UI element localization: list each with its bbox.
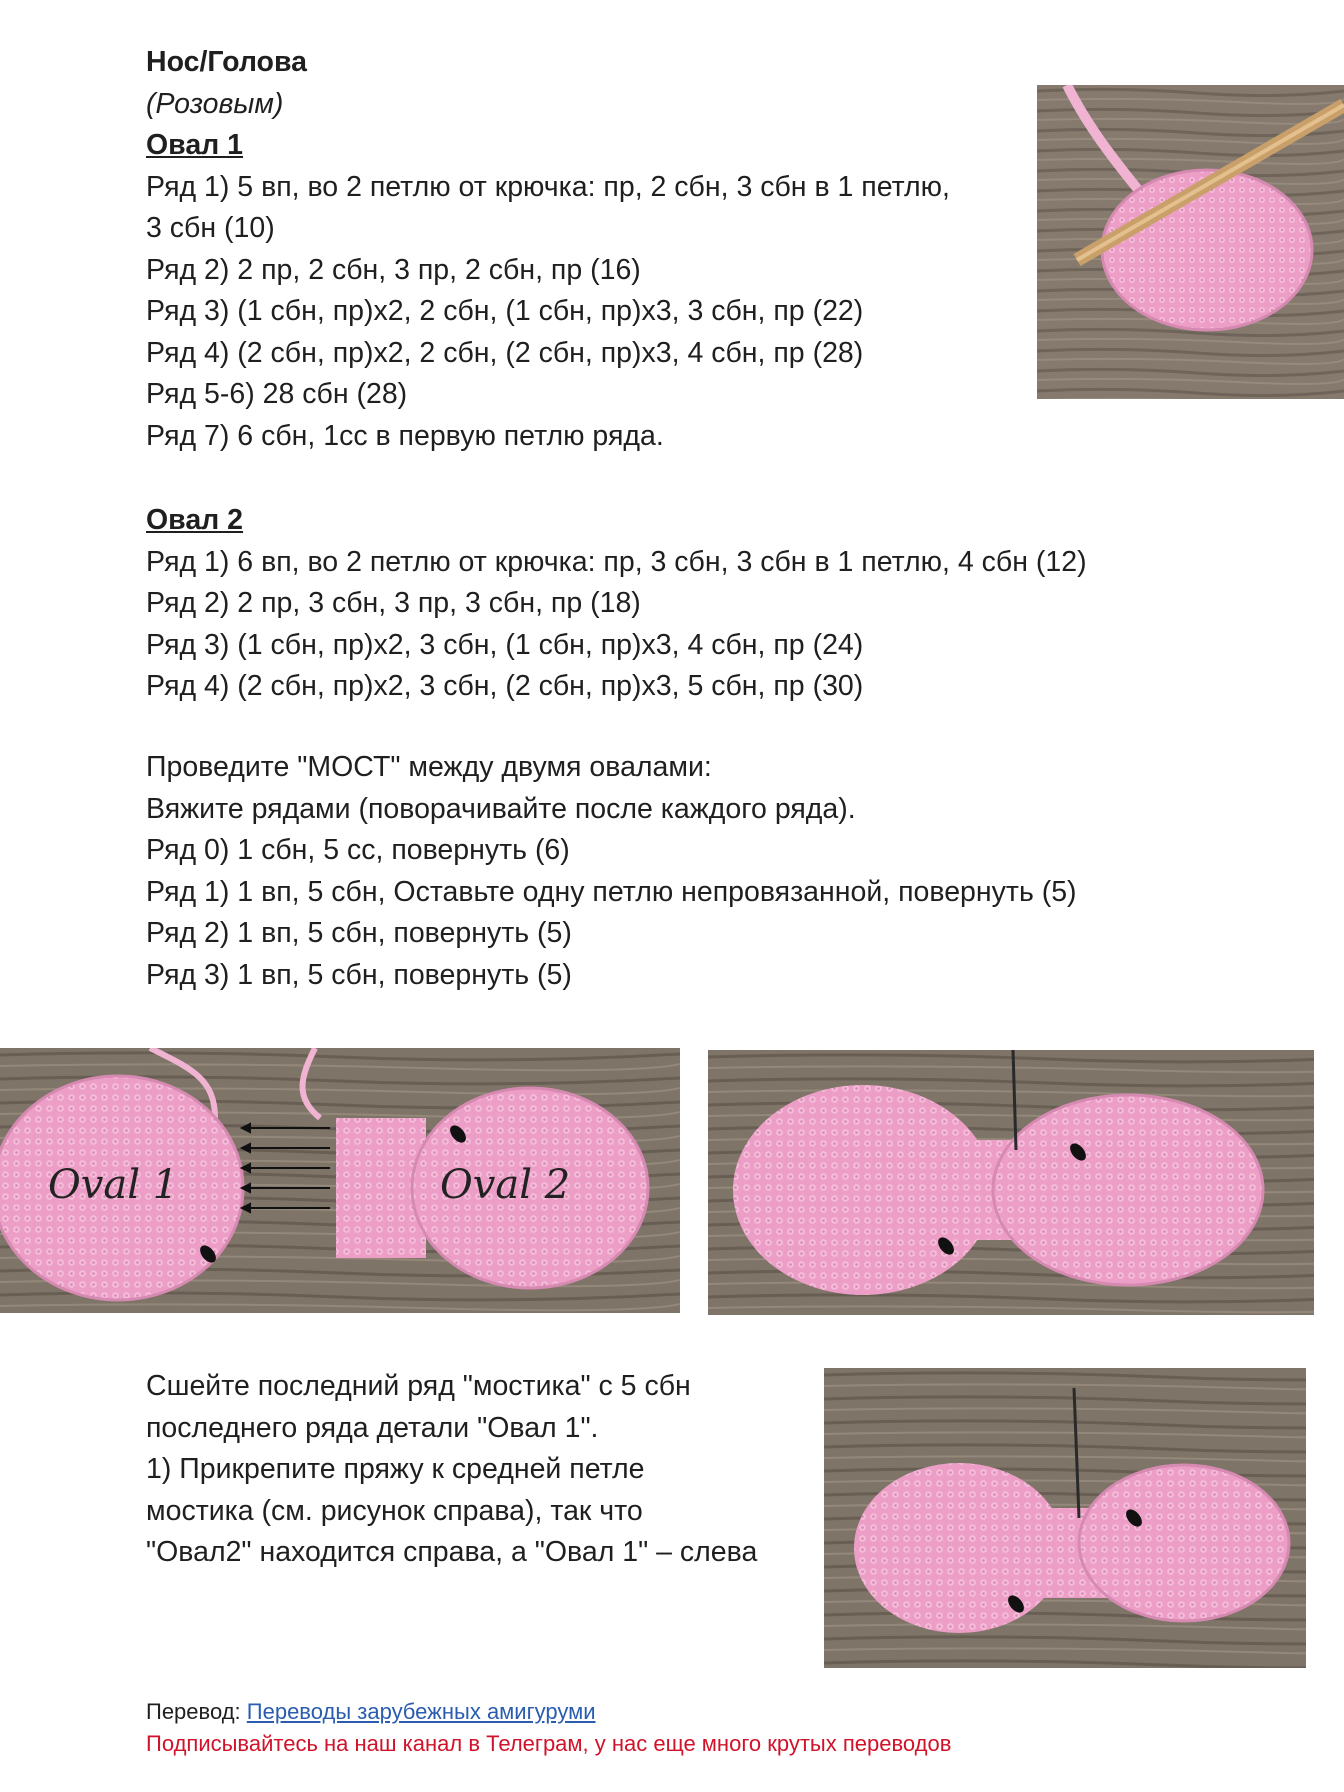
oval1-title: Овал 1: [146, 129, 244, 161]
bridge-row: Ряд 3) 1 вп, 5 сбн, повернуть (5): [146, 958, 572, 991]
bridge-row: Ряд 1) 1 вп, 5 сбн, Оставьте одну петлю непровязанной, повернуть (5): [146, 875, 1077, 908]
photo-joined-ovals: [708, 1050, 1314, 1315]
oval1-row: 3 сбн (10): [146, 212, 275, 244]
bridge-section: [146, 747, 1077, 996]
photo-two-ovals: [0, 1048, 680, 1313]
translation-line: [146, 1696, 951, 1728]
oval2-row: Ряд 1) 6 вп, во 2 петлю от крючка: пр, 3 сбн, 3 сбн в 1 петлю, 4 сбн (12): [146, 545, 1087, 578]
bridge-row: Проведите "МОСТ" между двумя овалами:: [146, 751, 712, 783]
oval2-row: Ряд 3) (1 сбн, пр)х2, 3 сбн, (1 сбн, пр)х3, 4 сбн, пр (24): [146, 628, 864, 661]
oval1-row: Ряд 3) (1 сбн, пр)х2, 2 сбн, (1 сбн, пр)х3, 3 сбн, пр (22): [146, 295, 864, 327]
page-title: Нос/Голова: [146, 46, 307, 78]
photo-oval-on-hook: [1037, 85, 1344, 399]
sew-section: [146, 1366, 757, 1574]
oval2-section: [146, 500, 1087, 708]
sew-row: 1) Прикрепите пряжу к средней петле: [146, 1453, 645, 1485]
bridge-row: Вяжите рядами (поворачивайте после каждого ряда).: [146, 792, 856, 825]
oval2-photo-label: Oval 2: [440, 1162, 571, 1208]
oval1-photo-label: Oval 1: [48, 1162, 179, 1208]
oval2-row: Ряд 2) 2 пр, 3 сбн, 3 пр, 3 сбн, пр (18): [146, 587, 641, 619]
sew-row: последнего ряда детали "Овал 1".: [146, 1411, 599, 1444]
oval1-row: Ряд 4) (2 сбн, пр)х2, 2 сбн, (2 сбн, пр)х3, 4 сбн, пр (28): [146, 336, 864, 369]
oval1-row: Ряд 7) 6 сбн, 1сс в первую петлю ряда.: [146, 419, 664, 452]
oval1-row: Ряд 2) 2 пр, 2 сбн, 3 пр, 2 сбн, пр (16): [146, 253, 641, 286]
sew-row: мостика (см. рисунок справа), так что: [146, 1494, 643, 1527]
bridge-row: Ряд 2) 1 вп, 5 сбн, повернуть (5): [146, 917, 572, 949]
oval1-section: [146, 42, 950, 457]
bridge-row: Ряд 0) 1 сбн, 5 сс, повернуть (6): [146, 834, 570, 866]
photo-bridge-attached: [824, 1368, 1306, 1668]
oval2-row: Ряд 4) (2 сбн, пр)х2, 3 сбн, (2 сбн, пр)х3, 5 сбн, пр (30): [146, 670, 864, 702]
color-note: (Розовым): [146, 87, 284, 120]
sew-row: "Овал2" находится справа, а "Овал 1" – слева: [146, 1536, 758, 1568]
translation-link[interactable]: Переводы зарубежных амигуруми: [246, 1699, 596, 1724]
translation-label: Перевод:: [146, 1699, 247, 1724]
sew-row: Сшейте последний ряд "мостика" с 5 сбн: [146, 1370, 691, 1402]
footer: [146, 1696, 951, 1760]
oval2-title: Овал 2: [146, 504, 244, 536]
subscribe-note: Подписывайтесь на наш канал в Телеграм, у нас еще много крутых переводов: [146, 1731, 952, 1756]
oval1-row: Ряд 1) 5 вп, во 2 петлю от крючка: пр, 2 сбн, 3 сбн в 1 петлю,: [146, 170, 950, 203]
oval1-row: Ряд 5-6) 28 сбн (28): [146, 378, 408, 410]
